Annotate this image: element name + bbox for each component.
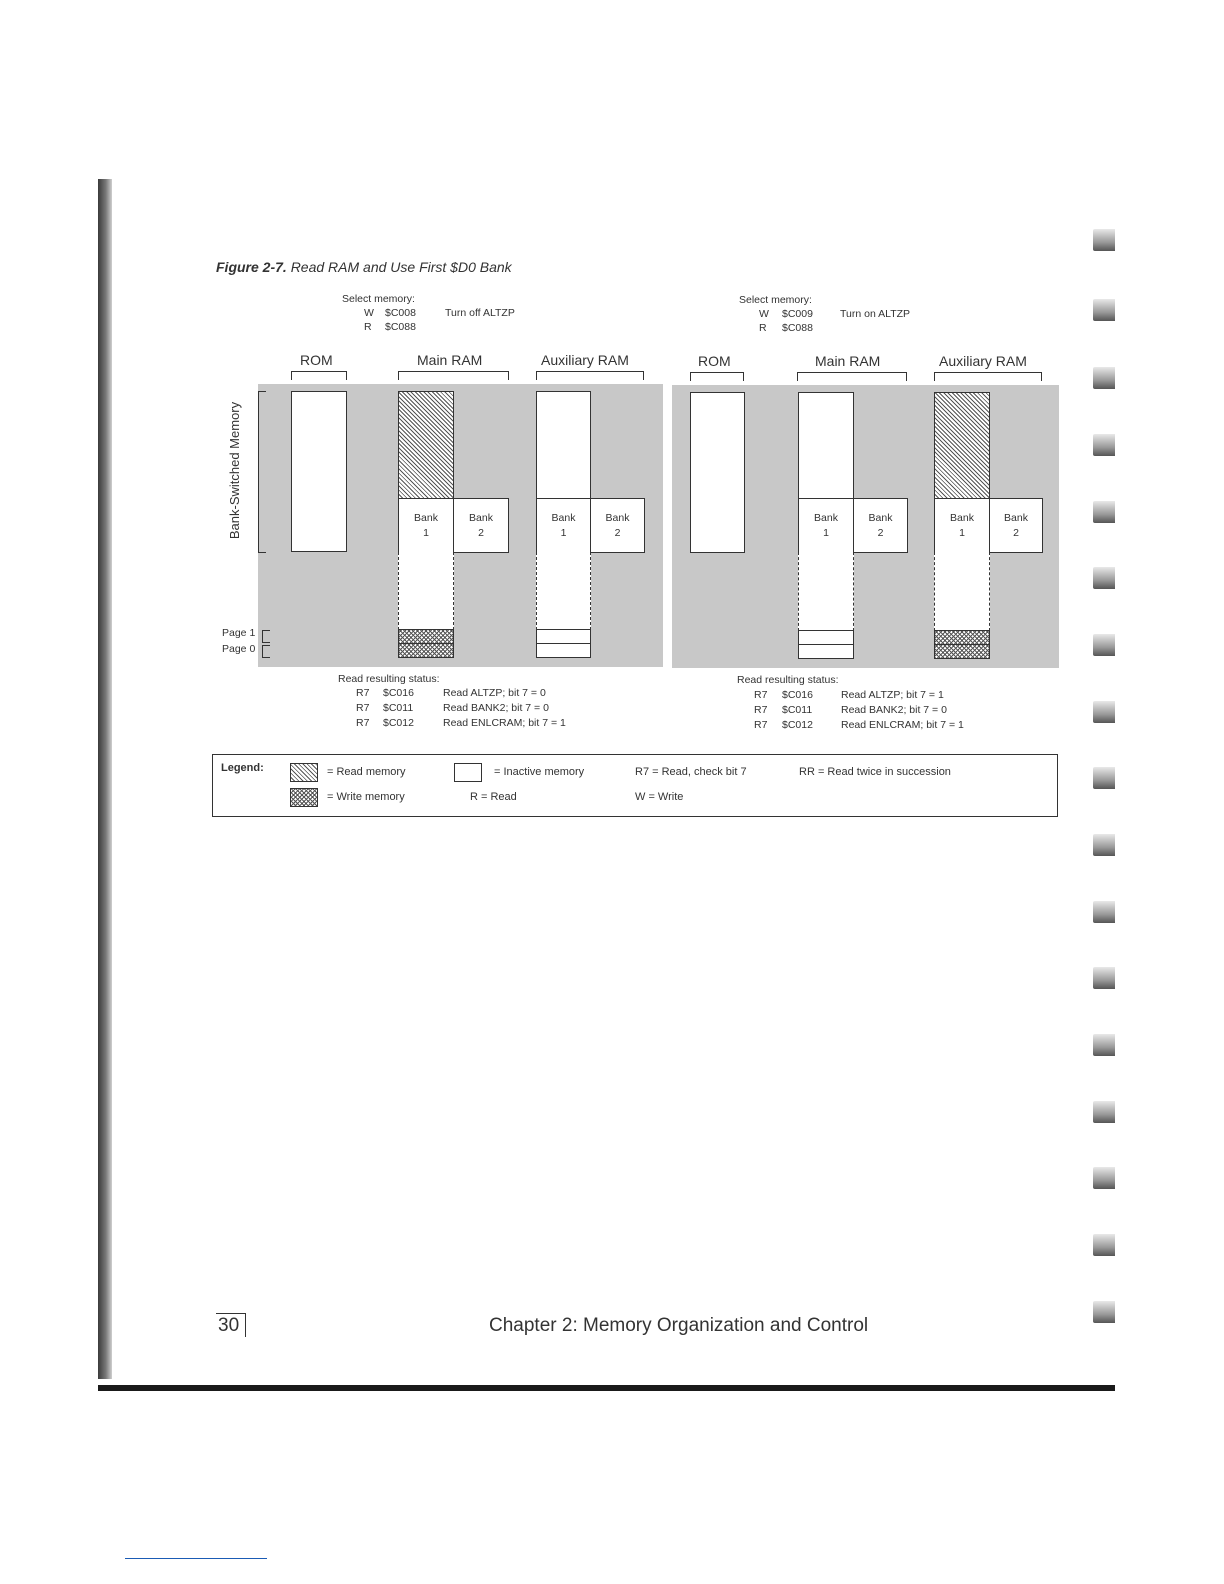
left-status-desc: Read ENLCRAM; bit 7 = 1 bbox=[443, 717, 566, 729]
main-ram-bracket bbox=[797, 372, 907, 381]
right-status-label: Read resulting status: bbox=[737, 674, 839, 686]
left-status-op: R7 bbox=[356, 717, 370, 729]
aux-page1-write bbox=[934, 630, 990, 645]
main-ram-lower bbox=[798, 552, 854, 631]
right-select-desc: Turn on ALTZP bbox=[840, 308, 911, 320]
rom-block bbox=[690, 392, 745, 553]
main-bank2 bbox=[453, 498, 509, 553]
legend-write: W = Write bbox=[635, 791, 684, 803]
spiral-ring bbox=[1093, 1234, 1115, 1256]
legend-rr: RR = Read twice in succession bbox=[799, 766, 951, 778]
aux-page0-write bbox=[934, 644, 990, 659]
bank-label: Bank bbox=[605, 512, 630, 524]
aux-ram-read-block bbox=[934, 392, 990, 499]
page-binding-edge bbox=[98, 179, 112, 1379]
right-select-addr: $C009 bbox=[782, 308, 813, 320]
bank-switched-label: Bank-Switched Memory bbox=[227, 401, 243, 540]
legend-r7: R7 = Read, check bit 7 bbox=[635, 766, 747, 778]
main-bank1 bbox=[798, 498, 854, 553]
bank-label: Bank bbox=[950, 512, 974, 524]
left-status-desc: Read BANK2; bit 7 = 0 bbox=[443, 702, 549, 714]
left-status-desc: Read ALTZP; bit 7 = 0 bbox=[443, 687, 546, 699]
bank-number: 1 bbox=[959, 527, 965, 539]
left-select-addr: $C008 bbox=[385, 307, 416, 319]
left-status-op: R7 bbox=[356, 702, 370, 714]
main-page0-write bbox=[398, 643, 454, 658]
margin-rule bbox=[125, 1558, 267, 1559]
spiral-ring bbox=[1093, 299, 1115, 321]
page0-label: Page 0 bbox=[222, 643, 256, 655]
bank-number: 1 bbox=[560, 527, 567, 539]
legend-read: R = Read bbox=[470, 791, 517, 803]
bank-number: 2 bbox=[478, 527, 484, 539]
spiral-ring bbox=[1093, 434, 1115, 456]
spiral-ring bbox=[1093, 767, 1115, 789]
right-header-main-ram: Main RAM bbox=[815, 353, 881, 369]
aux-ram-block bbox=[536, 391, 591, 499]
aux-ram-lower bbox=[934, 552, 990, 631]
spiral-ring bbox=[1093, 634, 1115, 656]
left-header-aux-ram: Auxiliary RAM bbox=[541, 352, 629, 368]
spiral-ring bbox=[1093, 967, 1115, 989]
legend-inactive-memory: = Inactive memory bbox=[494, 766, 585, 778]
spiral-ring bbox=[1093, 1101, 1115, 1123]
main-ram-bracket bbox=[398, 371, 509, 380]
main-page1 bbox=[798, 630, 854, 645]
bank-label: Bank bbox=[551, 512, 576, 524]
spiral-ring bbox=[1093, 701, 1115, 723]
bank-label: Bank bbox=[868, 512, 893, 524]
page0-bracket bbox=[262, 645, 270, 658]
left-status-label: Read resulting status: bbox=[338, 673, 440, 685]
main-bank2 bbox=[853, 498, 908, 553]
rom-bracket bbox=[690, 372, 744, 381]
main-ram-lower bbox=[398, 552, 454, 630]
aux-page1 bbox=[536, 629, 591, 644]
left-header-main-ram: Main RAM bbox=[417, 352, 483, 368]
right-select-op: W bbox=[759, 308, 769, 320]
right-status-op: R7 bbox=[754, 719, 768, 731]
left-status-op: R7 bbox=[356, 687, 370, 699]
spiral-ring bbox=[1093, 367, 1115, 389]
main-bank1-read bbox=[398, 498, 454, 553]
main-page0 bbox=[798, 644, 854, 659]
inactive-memory-swatch bbox=[454, 763, 482, 782]
right-status-addr: $C012 bbox=[782, 719, 813, 731]
legend-write-memory: = Write memory bbox=[327, 791, 405, 803]
page-number: 30 bbox=[216, 1313, 246, 1337]
aux-bank1-read bbox=[934, 498, 990, 553]
aux-ram-lower bbox=[536, 552, 591, 630]
right-status-desc: Read ENLCRAM; bit 7 = 1 bbox=[841, 719, 964, 731]
book-page bbox=[98, 179, 1115, 1391]
bank-label: Bank bbox=[469, 512, 493, 524]
read-memory-swatch bbox=[290, 763, 318, 782]
right-status-op: R7 bbox=[754, 704, 768, 716]
bank-label: Bank bbox=[1004, 512, 1028, 524]
chapter-title: Chapter 2: Memory Organization and Control bbox=[489, 1315, 869, 1336]
figure-number: Figure 2-7. bbox=[216, 259, 287, 275]
bank-number: 2 bbox=[877, 527, 884, 539]
aux-ram-bracket bbox=[934, 372, 1042, 381]
spiral-ring bbox=[1093, 567, 1115, 589]
main-ram-read-block bbox=[398, 391, 454, 499]
left-select-desc: Turn off ALTZP bbox=[445, 307, 515, 319]
right-header-aux-ram: Auxiliary RAM bbox=[939, 353, 1027, 369]
spiral-ring bbox=[1093, 1167, 1115, 1189]
right-select-addr: $C088 bbox=[782, 322, 813, 334]
right-select-label: Select memory: bbox=[739, 294, 812, 306]
bank-number: 2 bbox=[614, 527, 621, 539]
left-select-addr: $C088 bbox=[385, 321, 416, 333]
bank-number: 1 bbox=[823, 527, 829, 539]
rom-block bbox=[291, 391, 347, 552]
spiral-ring bbox=[1093, 901, 1115, 923]
right-status-desc: Read ALTZP; bit 7 = 1 bbox=[841, 689, 944, 701]
left-select-label: Select memory: bbox=[342, 293, 415, 305]
spiral-ring bbox=[1093, 229, 1115, 251]
right-status-op: R7 bbox=[754, 689, 768, 701]
right-status-desc: Read BANK2; bit 7 = 0 bbox=[841, 704, 947, 716]
spiral-ring bbox=[1093, 1301, 1115, 1323]
aux-bank2 bbox=[989, 498, 1043, 553]
aux-bank1 bbox=[536, 498, 591, 553]
aux-ram-bracket bbox=[536, 371, 644, 380]
right-select-op: R bbox=[759, 322, 767, 334]
aux-bank2 bbox=[590, 498, 645, 553]
bank-number: 2 bbox=[1013, 527, 1019, 539]
aux-page0 bbox=[536, 643, 591, 658]
bank-label: Bank bbox=[414, 512, 438, 524]
left-select-op: R bbox=[364, 321, 372, 333]
figure-caption bbox=[216, 259, 512, 275]
right-status-addr: $C011 bbox=[782, 704, 813, 716]
left-select-op: W bbox=[364, 307, 374, 319]
spiral-ring bbox=[1093, 501, 1115, 523]
bank-label: Bank bbox=[814, 512, 838, 524]
page1-bracket bbox=[262, 630, 270, 643]
legend-box bbox=[212, 754, 1058, 817]
left-status-addr: $C012 bbox=[383, 717, 414, 729]
spiral-ring bbox=[1093, 1034, 1115, 1056]
right-header-rom: ROM bbox=[698, 353, 731, 369]
bank-switched-bracket bbox=[258, 391, 266, 553]
page-bottom-edge bbox=[98, 1385, 1115, 1391]
bank-number: 1 bbox=[423, 527, 429, 539]
main-ram-block bbox=[798, 392, 854, 499]
rom-bracket bbox=[291, 371, 347, 380]
write-memory-swatch bbox=[290, 788, 318, 807]
left-header-rom: ROM bbox=[300, 352, 333, 368]
left-status-addr: $C011 bbox=[383, 702, 414, 714]
spiral-ring bbox=[1093, 834, 1115, 856]
legend-read-memory: = Read memory bbox=[327, 766, 406, 778]
right-status-addr: $C016 bbox=[782, 689, 813, 701]
page1-label: Page 1 bbox=[222, 627, 256, 639]
main-page1-write bbox=[398, 629, 454, 644]
legend-title: Legend: bbox=[221, 762, 264, 774]
left-status-addr: $C016 bbox=[383, 687, 414, 699]
figure-title: Read RAM and Use First $D0 Bank bbox=[290, 259, 512, 275]
